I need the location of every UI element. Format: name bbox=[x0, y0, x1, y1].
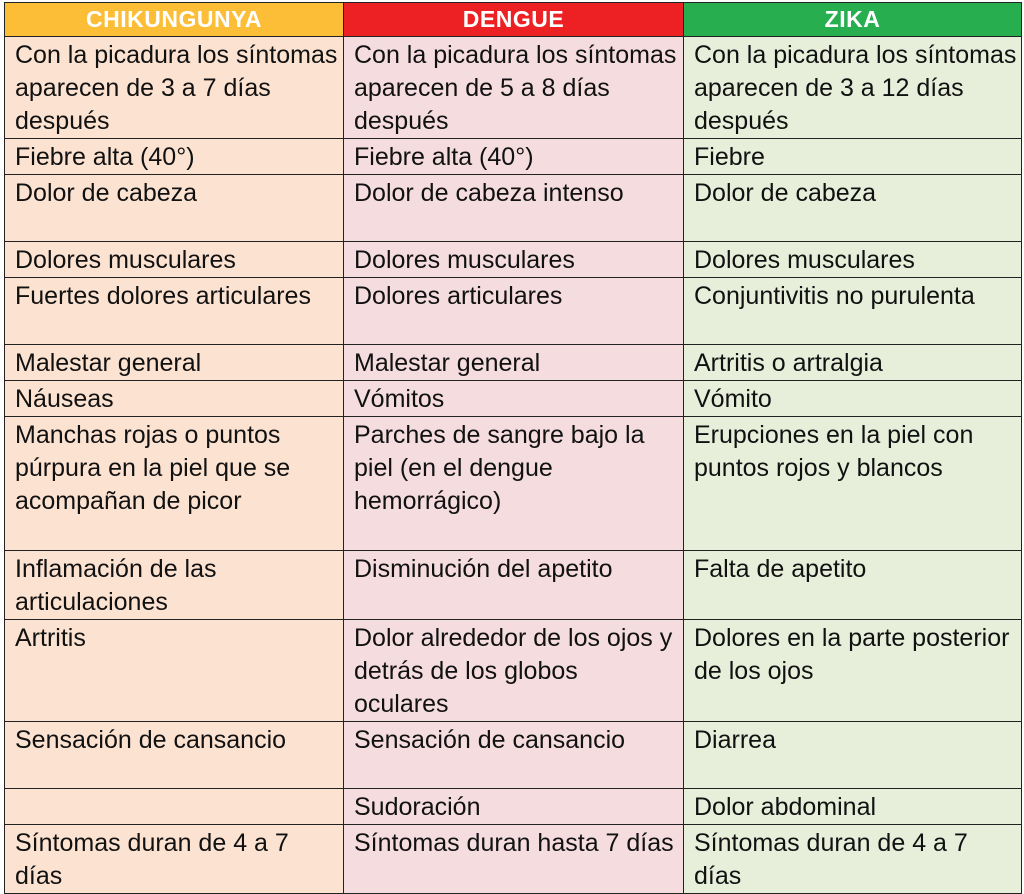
cell-chikungunya: Fiebre alta (40°) bbox=[5, 139, 344, 175]
table-row bbox=[5, 417, 1022, 551]
cell-zika: Vómito bbox=[684, 381, 1022, 417]
cell-zika: Síntomas duran de 4 a 7 días bbox=[684, 825, 1022, 894]
header-row bbox=[5, 3, 1022, 37]
cell-chikungunya: Dolores musculares bbox=[5, 242, 344, 278]
cell-dengue: Dolores articulares bbox=[344, 278, 684, 345]
cell-dengue: Sudoración bbox=[344, 789, 684, 825]
table-row bbox=[5, 37, 1022, 139]
cell-dengue: Parches de sangre bajo la piel (en el dengue hemorrágico) bbox=[344, 417, 684, 551]
cell-chikungunya: Sensación de cansancio bbox=[5, 722, 344, 789]
cell-chikungunya: Fuertes dolores articulares bbox=[5, 278, 344, 345]
table-row bbox=[5, 381, 1022, 417]
table-row bbox=[5, 789, 1022, 825]
cell-zika: Dolor de cabeza bbox=[684, 175, 1022, 242]
cell-chikungunya bbox=[5, 789, 344, 825]
cell-chikungunya: Malestar general bbox=[5, 345, 344, 381]
symptoms-comparison-sheet bbox=[4, 2, 1021, 890]
cell-zika: Diarrea bbox=[684, 722, 1022, 789]
header-zika: ZIKA bbox=[684, 3, 1022, 37]
table-row bbox=[5, 620, 1022, 722]
cell-zika: Dolor abdominal bbox=[684, 789, 1022, 825]
header-dengue: DENGUE bbox=[344, 3, 684, 37]
cell-dengue: Vómitos bbox=[344, 381, 684, 417]
cell-dengue: Dolores musculares bbox=[344, 242, 684, 278]
cell-zika: Dolores musculares bbox=[684, 242, 1022, 278]
cell-zika: Conjuntivitis no purulenta bbox=[684, 278, 1022, 345]
table-row bbox=[5, 175, 1022, 242]
cell-dengue: Disminución del apetito bbox=[344, 551, 684, 620]
cell-zika: Con la picadura los síntomas aparecen de 3 a 12 días después bbox=[684, 37, 1022, 139]
cell-chikungunya: Náuseas bbox=[5, 381, 344, 417]
table-row bbox=[5, 722, 1022, 789]
cell-zika: Erupciones en la piel con puntos rojos y blancos bbox=[684, 417, 1022, 551]
table-row bbox=[5, 278, 1022, 345]
cell-dengue: Sensación de cansancio bbox=[344, 722, 684, 789]
cell-dengue: Con la picadura los síntomas aparecen de 5 a 8 días después bbox=[344, 37, 684, 139]
cell-chikungunya: Con la picadura los síntomas aparecen de 3 a 7 días después bbox=[5, 37, 344, 139]
cell-zika: Fiebre bbox=[684, 139, 1022, 175]
cell-zika: Falta de apetito bbox=[684, 551, 1022, 620]
cell-chikungunya: Artritis bbox=[5, 620, 344, 722]
cell-zika: Artritis o artralgia bbox=[684, 345, 1022, 381]
cell-chikungunya: Dolor de cabeza bbox=[5, 175, 344, 242]
table-row bbox=[5, 825, 1022, 894]
cell-dengue: Dolor de cabeza intenso bbox=[344, 175, 684, 242]
table-row bbox=[5, 242, 1022, 278]
cell-dengue: Fiebre alta (40°) bbox=[344, 139, 684, 175]
cell-dengue: Síntomas duran hasta 7 días bbox=[344, 825, 684, 894]
cell-chikungunya: Síntomas duran de 4 a 7 días bbox=[5, 825, 344, 894]
cell-chikungunya: Inflamación de las articulaciones bbox=[5, 551, 344, 620]
table-row bbox=[5, 551, 1022, 620]
cell-zika: Dolores en la parte posterior de los ojos bbox=[684, 620, 1022, 722]
cell-dengue: Malestar general bbox=[344, 345, 684, 381]
cell-dengue: Dolor alrededor de los ojos y detrás de los globos oculares bbox=[344, 620, 684, 722]
symptoms-table bbox=[4, 2, 1022, 894]
cell-chikungunya: Manchas rojas o puntos púrpura en la piel que se acompañan de picor bbox=[5, 417, 344, 551]
table-row bbox=[5, 139, 1022, 175]
header-chikungunya: CHIKUNGUNYA bbox=[5, 3, 344, 37]
table-row bbox=[5, 345, 1022, 381]
